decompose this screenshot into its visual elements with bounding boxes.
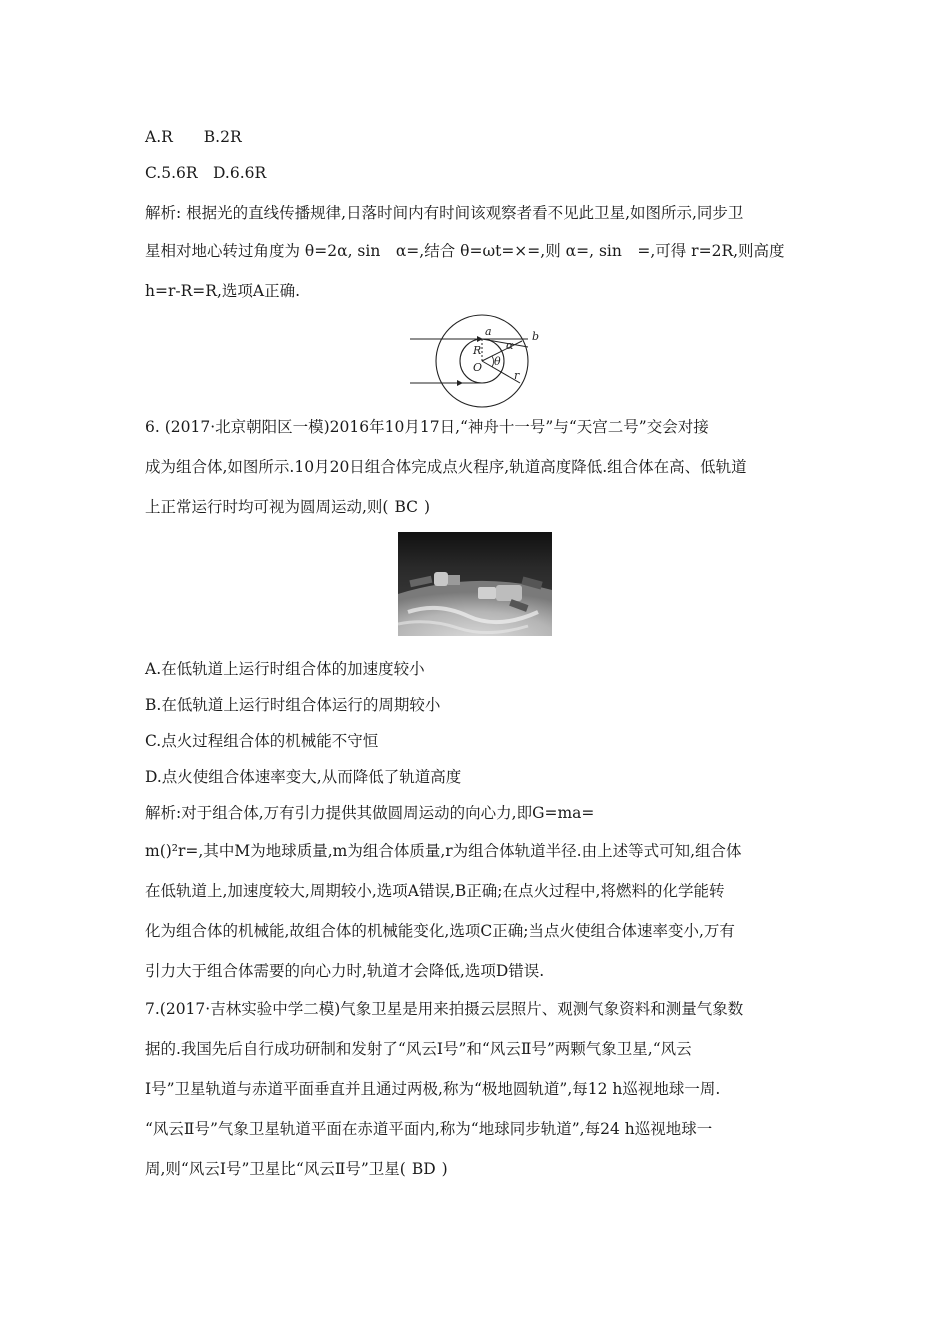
- orbit-diagram: [410, 313, 560, 409]
- q6-analysis-line-5: 引力大于组合体需要的向心力时,轨道才会降低,选项D错误.: [145, 962, 545, 980]
- label-r: r: [514, 369, 520, 382]
- q6-stem-line-2: 成为组合体,如图所示.10月20日组合体完成点火程序,轨道高度降低.组合体在高、低轨道: [145, 458, 747, 476]
- q7-stem-line-2: 据的.我国先后自行成功研制和发射了“风云Ⅰ号”和“风云Ⅱ号”两颗气象卫星,“风云: [145, 1040, 692, 1058]
- q6-option-d: D.点火使组合体速率变大,从而降低了轨道高度: [145, 768, 462, 786]
- q7-answer: BD: [411, 1160, 436, 1178]
- q6-stem-prefix: 上正常运行时均可视为圆周运动,则(: [145, 498, 389, 516]
- q7-stem-line-3: Ⅰ号”卫星轨道与赤道平面垂直并且通过两极,称为“极地圆轨道”,每12 h巡视地球一周.: [145, 1080, 721, 1098]
- q5-options-cd: C.5.6R D.6.6R: [145, 164, 267, 182]
- q7-stem-line-5: [145, 1158, 448, 1180]
- q6-analysis-line-3: 在低轨道上,加速度较大,周期较小,选项A错误,B正确;在点火过程中,将燃料的化学能转: [145, 882, 725, 900]
- tangent-line: [482, 339, 528, 347]
- label-theta: θ: [494, 355, 501, 368]
- q6-analysis-line-1: 解析:对于组合体,万有引力提供其做圆周运动的向心力,即G=ma=: [145, 804, 595, 822]
- q6-answer: BC: [394, 498, 419, 516]
- q5-options-ab: A.R B.2R: [145, 128, 242, 146]
- q6-stem-suffix: ): [424, 498, 431, 516]
- q5-analysis-line-3: h=r-R=R,选项A正确.: [145, 282, 300, 300]
- q6-option-a: A.在低轨道上运行时组合体的加速度较小: [145, 660, 425, 678]
- label-b: b: [532, 330, 540, 343]
- radius-to-b: [482, 341, 522, 361]
- q5-analysis-line-2: 星相对地心转过角度为 θ=2α, sin α=,结合 θ=ωt=×=,则 α=, sin =,可得 r=2R,则高度: [145, 242, 785, 260]
- q6-option-b: B.在低轨道上运行时组合体运行的周期较小: [145, 696, 441, 714]
- q5-analysis-line-1: 解析: 根据光的直线传播规律,日落时间内有时间该观察者看不见此卫星,如图所示,同步卫: [145, 204, 744, 222]
- q7-stem-line-4: “风云Ⅱ号”气象卫星轨道平面在赤道平面内,称为“地球同步轨道”,每24 h巡视地球一: [145, 1120, 713, 1138]
- label-alpha: α: [506, 339, 514, 352]
- q7-stem-suffix: ): [441, 1160, 448, 1178]
- label-a: a: [485, 325, 492, 338]
- q6-stem-line-3: [145, 496, 430, 518]
- q6-stem-line-1: 6. (2017·北京朝阳区一模)2016年10月17日,“神舟十一号”与“天宫二号”交会对接: [145, 418, 709, 436]
- q6-analysis-line-4: 化为组合体的机械能,故组合体的机械能变化,选项C正确;当点火使组合体速率变小,万有: [145, 922, 735, 940]
- spacecraft-photo: [398, 532, 552, 636]
- q6-analysis-line-2: m()²r=,其中M为地球质量,m为组合体质量,r为组合体轨道半径.由上述等式可知,组合体: [145, 842, 742, 860]
- q6-option-c: C.点火过程组合体的机械能不守恒: [145, 732, 379, 750]
- q7-stem-prefix: 周,则“风云Ⅰ号”卫星比“风云Ⅱ号”卫星(: [145, 1160, 406, 1178]
- label-R: R: [473, 344, 482, 357]
- label-O: O: [473, 361, 483, 374]
- q7-stem-line-1: 7.(2017·吉林实验中学二模)气象卫星是用来拍摄云层照片、观测气象资料和测量气象数: [145, 1000, 744, 1018]
